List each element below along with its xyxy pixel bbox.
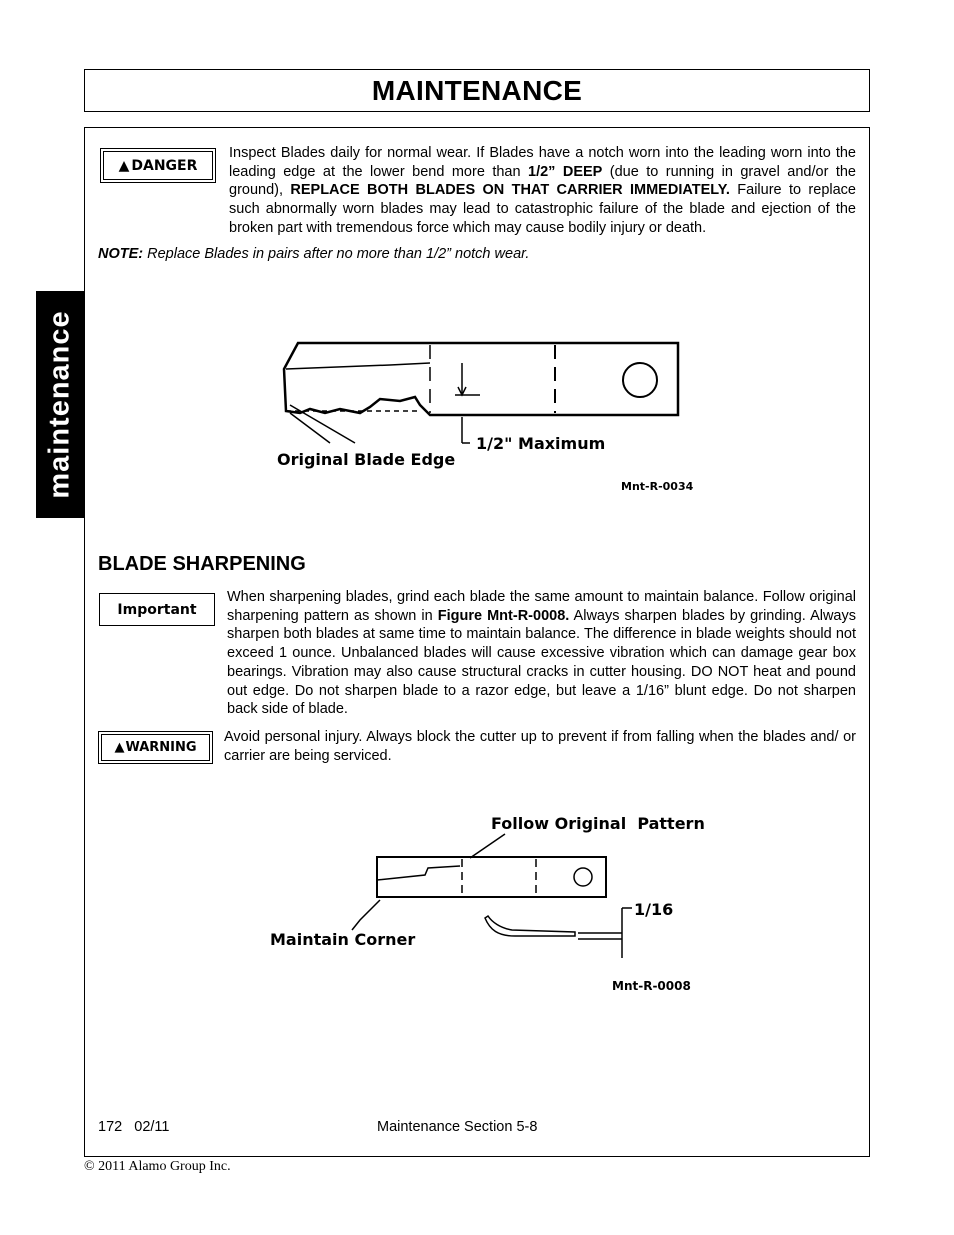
page-title: MAINTENANCE (371, 74, 583, 106)
warning-label-text: WARNING (125, 740, 197, 755)
blade-bevel-line (286, 363, 430, 369)
label-sixteenth: 1/16 (634, 900, 674, 919)
important-label-text: Important (117, 601, 197, 618)
danger-triangle-icon: ▲ (118, 157, 130, 174)
side-tab-label: maintenance (43, 310, 76, 499)
note (98, 246, 529, 262)
danger-text-3: (due to running in gravel and/or the ground), (229, 163, 856, 199)
danger-text-1: Inspect Blades daily for normal wear. If Blades have a notch worn into the leading worn into the leading edge at the lower bend more than (229, 145, 856, 180)
blade-outline (284, 343, 678, 415)
note-text: Replace Blades in pairs after no more than 1/2” notch wear. (143, 246, 530, 262)
footer-section: Maintenance Section 5-8 (377, 1119, 538, 1135)
danger-text-2: 1/2” DEEP (528, 163, 603, 180)
warning-label-inner-border (101, 734, 210, 761)
important-label (99, 593, 215, 626)
important-text-3: Always sharpen blades by grinding. Always sharpen both blades at same time to maintain balance. The difference in blade weights should not exceed 1 ounce. Unbalanced blades will cause excessive vibration which can damage gear box bearings. Vibration may also cause structural cracks in cutter housing. DO NOT heat and pound out edge. Do not sharpen blade to a razor edge, but leave a 1/16” blunt edge. Do not sharpen back side of blade. (227, 607, 856, 718)
mounting-hole (623, 363, 657, 397)
edge-profile (485, 916, 575, 936)
important-text-2: Figure Mnt-R-0008. (437, 607, 570, 624)
label-maximum: 1/2" Maximum (476, 434, 606, 453)
danger-text-4: REPLACE BOTH BLADES ON THAT CARRIER IMMEDIATELY. (290, 182, 730, 199)
label-original-blade-edge: Original Blade Edge (277, 450, 456, 469)
important-paragraph (227, 588, 856, 719)
danger-label-inner-border (103, 151, 213, 180)
warning-paragraph: Avoid personal injury. Always block the cutter up to prevent if from falling when the blades and/ or carrier are being serviced. (224, 729, 856, 764)
note-prefix: NOTE: (98, 246, 144, 262)
leader-follow-pattern (470, 834, 505, 858)
figure2-id: Mnt-R-0008 (612, 979, 691, 993)
blade-bevel (377, 866, 460, 880)
page-header (84, 69, 870, 112)
important-text-1: When sharpening blades, grind each blade the same amount to maintain balance. Follow original sharpening pattern as shown in (227, 589, 856, 624)
danger-label-text: DANGER (131, 157, 198, 174)
copyright: © 2011 Alamo Group Inc. (84, 1159, 231, 1174)
blade-hole (574, 868, 592, 886)
danger-text-5: Failure to replace such abnormally worn blades may lead to catastrophic failure of the blade and ejection of the broken part with tremendous force which may cause bodily injury or death. (229, 182, 856, 236)
side-section-tab (36, 291, 84, 518)
danger-label (100, 148, 216, 183)
leader-maintain-corner (352, 900, 380, 930)
label-maintain-corner: Maintain Corner (270, 930, 416, 949)
warning-triangle-icon: ▲ (114, 740, 125, 755)
label-follow-original-pattern: Follow Original Pattern (491, 814, 705, 833)
danger-paragraph (229, 144, 856, 238)
blade-wear-figure (270, 335, 690, 445)
page-number: 172 02/11 (98, 1119, 170, 1135)
figure1-id: Mnt-R-0034 (621, 480, 694, 493)
warning-label (98, 731, 213, 764)
section-heading: BLADE SHARPENING (98, 553, 306, 575)
